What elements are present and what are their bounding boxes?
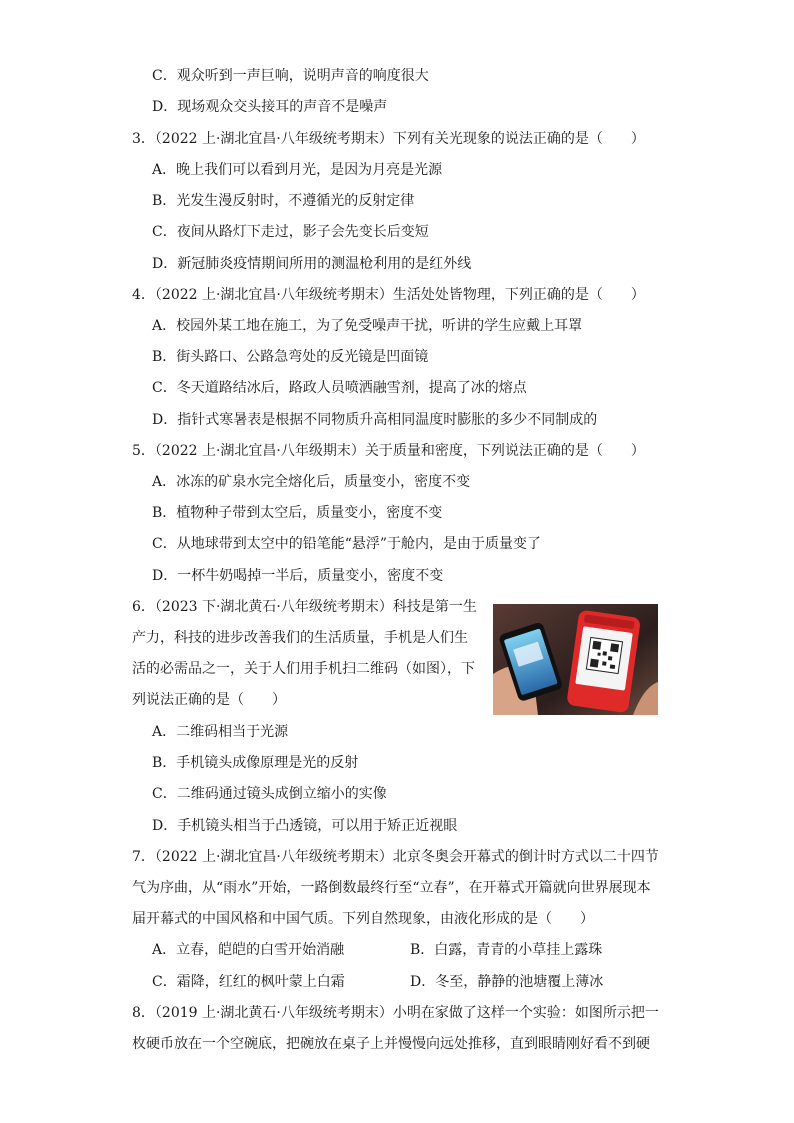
option-c: C．霜降，红红的枫叶蒙上白霜 — [152, 974, 345, 990]
option-d: D．现场观众交头接耳的声音不是噪声 — [152, 99, 388, 115]
question-stem-line: 气为序曲，从“雨水”开始，一路倒数最终行至“立春”，在开幕式开篇就向世界展现本 — [132, 880, 651, 896]
question-stem-line: 6．（2023 下·湖北黄石·八年级统考期末）科技是第一生 — [132, 599, 477, 615]
option-a: A．二维码相当于光源 — [152, 724, 289, 740]
option-c: C．二维码通过镜头成倒立缩小的实像 — [152, 786, 387, 802]
question-stem: 4．（2022 上·湖北宜昌·八年级统考期末）生活处处皆物理，下列正确的是（ ） — [132, 287, 645, 303]
question-stem-line: 8．（2019 上·湖北黄石·八年级统考期末）小明在家做了这样一个实验：如图所示把一 — [132, 1005, 659, 1021]
option-b: B．白露，青青的小草挂上露珠 — [410, 942, 603, 958]
option-b: B．街头路口、公路急弯处的反光镜是凹面镜 — [152, 349, 429, 365]
option-d: D．一杯牛奶喝掉一半后，质量变小，密度不变 — [152, 568, 444, 584]
qr-scan-photo — [493, 604, 658, 715]
option-d: D．指针式寒暑表是根据不同物质升高相同温度时膨胀的多少不同制成的 — [152, 412, 598, 428]
option-c: C．观众听到一声巨响，说明声音的响度很大 — [152, 68, 429, 84]
option-d: D．冬至，静静的池塘覆上薄冰 — [410, 974, 604, 990]
question-stem: 5．（2022 上·湖北宜昌·八年级期末）关于质量和密度，下列说法正确的是（ ） — [132, 443, 645, 459]
question-stem-line: 枚硬币放在一个空碗底，把碗放在桌子上并慢慢向远处推移，直到眼睛刚好看不到硬 — [132, 1036, 650, 1052]
option-c: C．从地球带到太空中的铅笔能“悬浮”于舱内，是由于质量变了 — [152, 536, 542, 552]
option-a: A．立春，皑皑的白雪开始消融 — [152, 942, 345, 958]
option-c: C．夜间从路灯下走过，影子会先变长后变短 — [152, 224, 429, 240]
option-b: B．植物种子带到太空后，质量变小，密度不变 — [152, 505, 443, 521]
question-stem-line: 产力，科技的进步改善我们的生活质量，手机是人们生 — [132, 630, 468, 646]
option-d: D．手机镜头相当于凸透镜，可以用于矫正近视眼 — [152, 818, 458, 834]
option-a: A．校园外某工地在施工，为了免受噪声干扰，听讲的学生应戴上耳罩 — [152, 318, 583, 334]
question-stem-line: 活的必需品之一，关于人们用手机扫二维码（如图），下 — [132, 661, 475, 677]
question-stem: 3．（2022 上·湖北宜昌·八年级统考期末）下列有关光现象的说法正确的是（ ） — [132, 131, 645, 147]
question-stem-line: 届开幕式的中国风格和中国气质。下列自然现象，由液化形成的是（ ） — [132, 911, 594, 927]
question-stem-line: 列说法正确的是（ ） — [132, 692, 286, 708]
option-b: B．光发生漫反射时，不遵循光的反射定律 — [152, 193, 415, 209]
option-a: A．冰冻的矿泉水完全熔化后，质量变小，密度不变 — [152, 474, 471, 490]
option-c: C．冬天道路结冰后，路政人员喷洒融雪剂，提高了冰的熔点 — [152, 380, 527, 396]
option-a: A．晚上我们可以看到月光，是因为月亮是光源 — [152, 162, 443, 178]
question-stem-line: 7．（2022 上·湖北宜昌·八年级统考期末）北京冬奥会开幕式的倒计时方式以二十四节 — [132, 849, 659, 865]
option-b: B．手机镜头成像原理是光的反射 — [152, 755, 359, 771]
option-d: D．新冠肺炎疫情期间所用的测温枪利用的是红外线 — [152, 256, 472, 272]
